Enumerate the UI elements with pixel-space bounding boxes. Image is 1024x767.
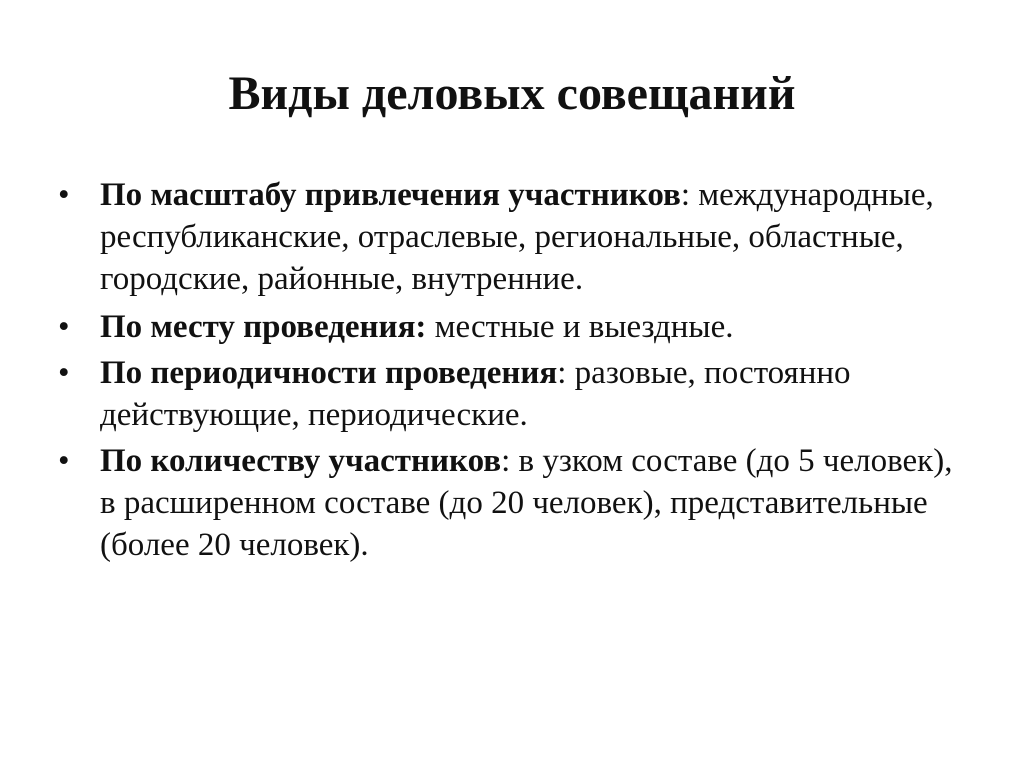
bullet-icon: • [58,355,70,391]
bullet-icon: • [58,309,70,345]
list-item-text [100,440,958,566]
list-item-separator: : [680,177,691,213]
bullet-icon: • [58,443,70,479]
bullet-icon: • [58,177,70,213]
list-item-location [58,306,958,348]
list-item-text [100,306,958,348]
list-item-text [100,174,958,300]
list-item-separator: : [501,443,511,479]
list-item-description: местные и выездные. [426,309,734,345]
list-item-description: в узком составе (до 5 человек), в расширенном составе (до 20 человек), представительные (более 20 человек). [100,443,953,563]
list-item-term: По масштабу привлечения участников [100,177,681,213]
list-item-periodicity [58,352,958,436]
list-item-scale [58,174,958,300]
list-item-term: По количеству участников [100,443,502,479]
list-item-text [100,352,958,436]
list-item-term: По периодичности проведения [100,355,558,391]
list-item-term: По месту проведения: [100,309,427,345]
list-item-separator: : [557,355,567,391]
bullet-list [58,174,958,570]
list-item-description: разовые, постоянно действующие, периодические. [100,355,851,433]
list-item-description: международные, республиканские, отраслевые, региональные, областные, городские, районные, внутренние. [100,177,934,297]
slide-title: Виды деловых совещаний [228,67,796,120]
list-item-participants [58,440,958,566]
